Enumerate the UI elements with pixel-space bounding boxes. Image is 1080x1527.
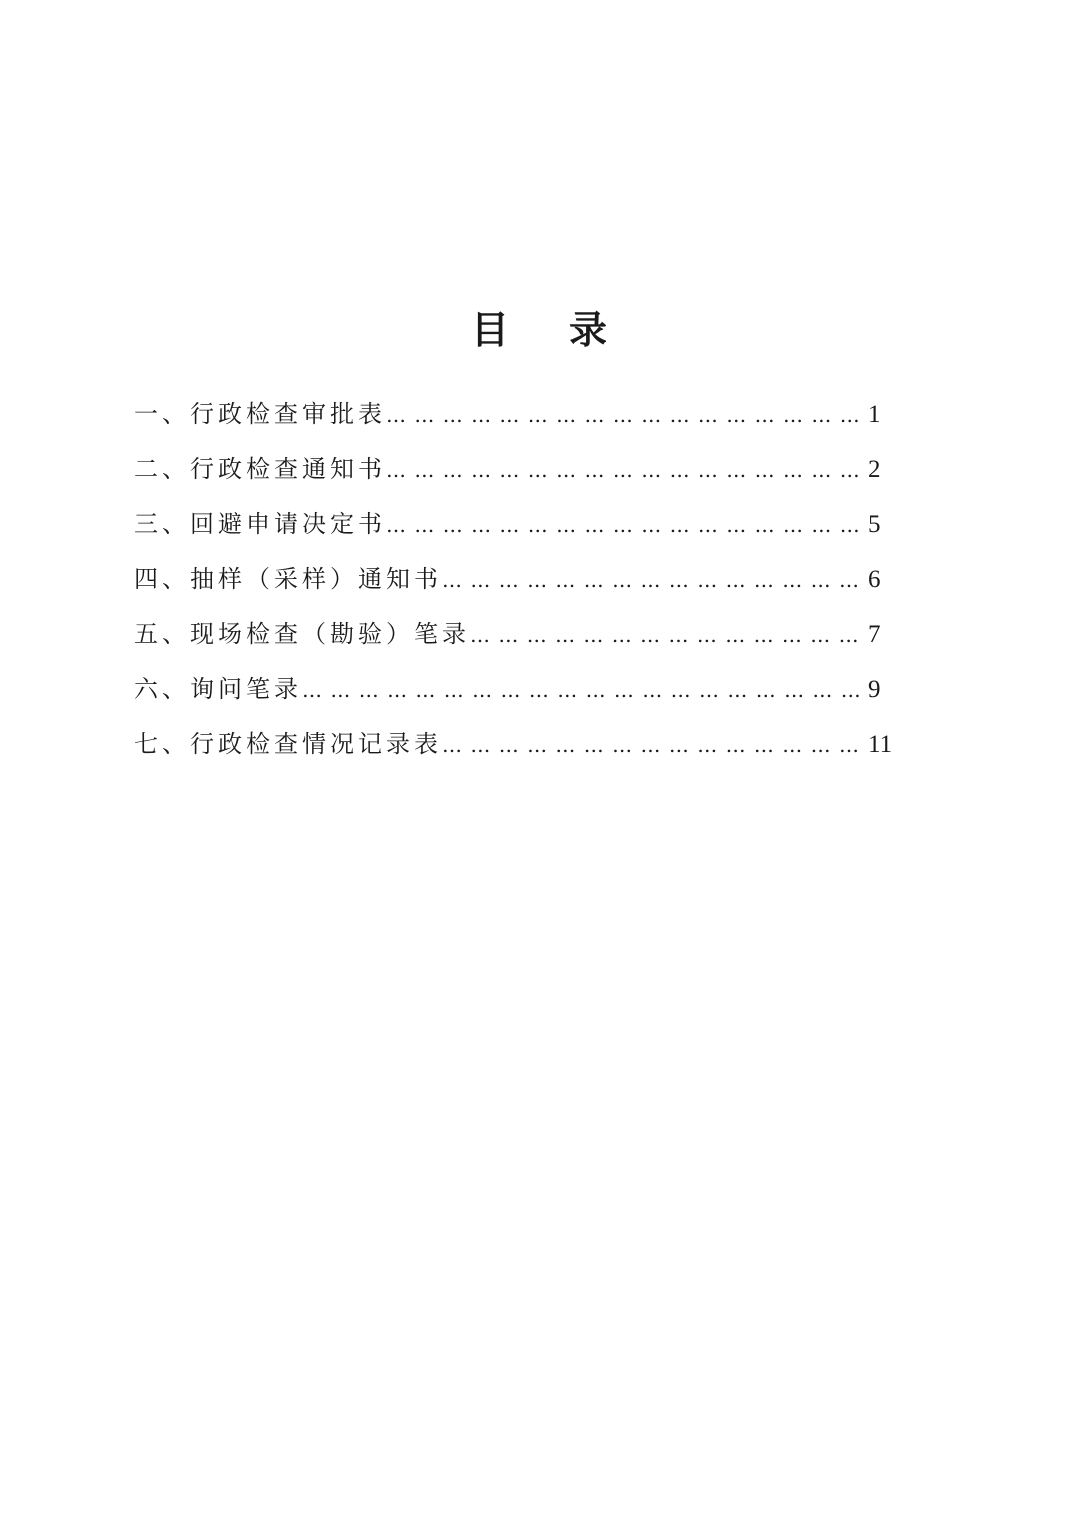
toc-entry-title: 现场检查（勘验）笔录 <box>190 620 470 648</box>
toc-entry-page: 5 <box>868 511 881 538</box>
toc-entry[interactable] <box>134 442 894 497</box>
dot-leader <box>386 388 866 443</box>
toc-entry-number: 二、 <box>134 455 190 483</box>
title-char-1: 目 <box>470 308 511 353</box>
title-char-2: 录 <box>569 308 610 353</box>
toc-entry-page: 11 <box>868 731 893 758</box>
dot-leader <box>386 498 866 553</box>
dot-leader <box>302 663 866 718</box>
toc-entry[interactable] <box>134 552 894 607</box>
toc-entry-number: 三、 <box>134 510 190 538</box>
toc-entry-title: 行政检查通知书 <box>190 455 386 483</box>
dot-leader <box>442 553 866 608</box>
toc-entry-title: 抽样（采样）通知书 <box>190 565 442 593</box>
toc-entry-page: 1 <box>868 401 881 428</box>
dot-leader <box>386 443 866 498</box>
table-of-contents <box>134 387 894 772</box>
toc-entry[interactable] <box>134 662 894 717</box>
toc-entry-page: 2 <box>868 456 881 483</box>
page-title <box>0 295 1080 365</box>
toc-entry[interactable] <box>134 497 894 552</box>
toc-entry[interactable] <box>134 717 894 772</box>
toc-entry-number: 五、 <box>134 620 190 648</box>
toc-entry-number: 四、 <box>134 565 190 593</box>
toc-entry-number: 七、 <box>134 730 190 758</box>
toc-entry-title: 行政检查审批表 <box>190 400 386 428</box>
toc-entry-title: 回避申请决定书 <box>190 510 386 538</box>
dot-leader <box>470 608 866 663</box>
dot-leader <box>442 718 866 773</box>
toc-entry-number: 六、 <box>134 675 190 703</box>
toc-entry-page: 6 <box>868 566 881 593</box>
toc-entry-page: 7 <box>868 621 881 648</box>
toc-entry-page: 9 <box>868 676 881 703</box>
toc-entry[interactable] <box>134 607 894 662</box>
toc-entry[interactable] <box>134 387 894 442</box>
toc-entry-title: 询问笔录 <box>190 675 302 703</box>
toc-entry-number: 一、 <box>134 400 190 428</box>
toc-entry-title: 行政检查情况记录表 <box>190 730 442 758</box>
